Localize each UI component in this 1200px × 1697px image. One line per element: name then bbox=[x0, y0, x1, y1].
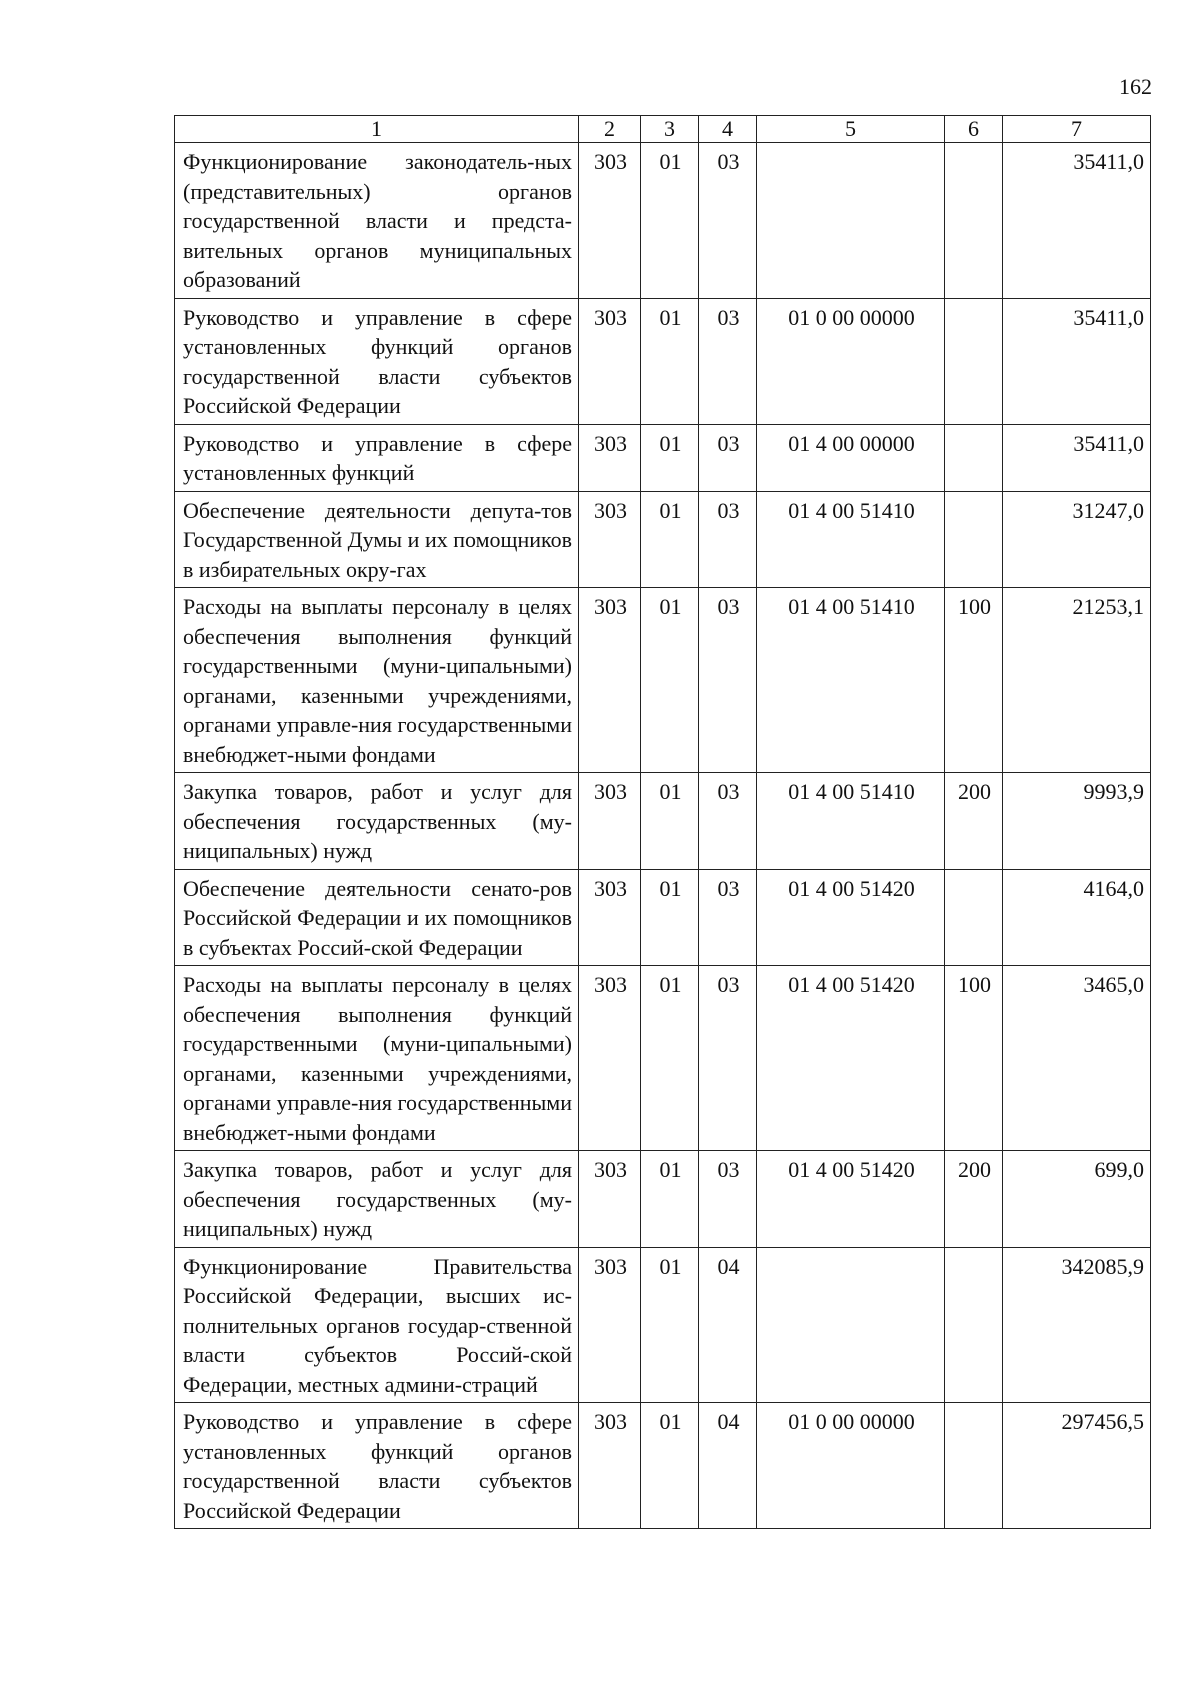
section-code-cell: 01 bbox=[641, 966, 699, 1151]
row-name-cell: Руководство и управление в сфере установленных функций органов государственной власти субъектов Российской Федерации bbox=[175, 1403, 579, 1529]
expense-type-cell bbox=[945, 1403, 1003, 1529]
amount-cell: 4164,0 bbox=[1003, 869, 1151, 966]
expense-type-cell: 200 bbox=[945, 773, 1003, 870]
table-row bbox=[175, 143, 1151, 299]
column-header-4: 4 bbox=[699, 116, 757, 143]
table-row bbox=[175, 773, 1151, 870]
amount-cell: 3465,0 bbox=[1003, 966, 1151, 1151]
amount-cell: 35411,0 bbox=[1003, 424, 1151, 491]
header-row bbox=[175, 116, 1151, 143]
section-code-cell: 01 bbox=[641, 1403, 699, 1529]
column-header-6: 6 bbox=[945, 116, 1003, 143]
amount-cell: 297456,5 bbox=[1003, 1403, 1151, 1529]
expense-type-cell bbox=[945, 491, 1003, 588]
amount-cell: 35411,0 bbox=[1003, 298, 1151, 424]
expense-type-cell bbox=[945, 424, 1003, 491]
ved-code-cell: 303 bbox=[579, 773, 641, 870]
subsection-code-cell: 03 bbox=[699, 966, 757, 1151]
expense-type-cell: 100 bbox=[945, 966, 1003, 1151]
ved-code-cell: 303 bbox=[579, 1247, 641, 1403]
table-row bbox=[175, 1403, 1151, 1529]
amount-cell: 35411,0 bbox=[1003, 143, 1151, 299]
ved-code-cell: 303 bbox=[579, 143, 641, 299]
table-row bbox=[175, 424, 1151, 491]
expense-type-cell bbox=[945, 143, 1003, 299]
subsection-code-cell: 03 bbox=[699, 491, 757, 588]
row-name-cell: Функционирование законодатель-ных (представительных) органов государственной власти и предста-вительных органов муниципальных образований bbox=[175, 143, 579, 299]
table-row bbox=[175, 966, 1151, 1151]
row-name-cell: Руководство и управление в сфере установленных функций bbox=[175, 424, 579, 491]
ved-code-cell: 303 bbox=[579, 966, 641, 1151]
section-code-cell: 01 bbox=[641, 1247, 699, 1403]
section-code-cell: 01 bbox=[641, 869, 699, 966]
page-number: 162 bbox=[1119, 74, 1152, 99]
section-code-cell: 01 bbox=[641, 588, 699, 773]
row-name-cell: Закупка товаров, работ и услуг для обеспечения государственных (му-ниципальных) нужд bbox=[175, 1151, 579, 1248]
expense-type-cell bbox=[945, 869, 1003, 966]
row-name-cell: Расходы на выплаты персоналу в целях обеспечения выполнения функций государственными (муни-ципальными) органами, казенными учреждениями, органами управле-ния государственными внебюджет-ными фондами bbox=[175, 966, 579, 1151]
table-row bbox=[175, 491, 1151, 588]
target-article-cell bbox=[757, 1247, 945, 1403]
subsection-code-cell: 04 bbox=[699, 1247, 757, 1403]
section-code-cell: 01 bbox=[641, 773, 699, 870]
expense-type-cell bbox=[945, 1247, 1003, 1403]
expense-type-cell: 100 bbox=[945, 588, 1003, 773]
ved-code-cell: 303 bbox=[579, 424, 641, 491]
amount-cell: 31247,0 bbox=[1003, 491, 1151, 588]
subsection-code-cell: 03 bbox=[699, 773, 757, 870]
column-header-3: 3 bbox=[641, 116, 699, 143]
row-name-cell: Обеспечение деятельности депута-тов Государственной Думы и их помощников в избирательных окру-гах bbox=[175, 491, 579, 588]
column-header-5: 5 bbox=[757, 116, 945, 143]
target-article-cell: 01 4 00 51420 bbox=[757, 869, 945, 966]
subsection-code-cell: 03 bbox=[699, 143, 757, 299]
row-name-cell: Расходы на выплаты персоналу в целях обеспечения выполнения функций государственными (муни-ципальными) органами, казенными учреждениями, органами управле-ния государственными внебюджет-ными фондами bbox=[175, 588, 579, 773]
row-name-cell: Функционирование Правительства Российской Федерации, высших ис-полнительных органов государ-ственной власти субъектов Россий-ской Федерации, местных админи-страций bbox=[175, 1247, 579, 1403]
table-row bbox=[175, 1247, 1151, 1403]
section-code-cell: 01 bbox=[641, 424, 699, 491]
target-article-cell: 01 0 00 00000 bbox=[757, 298, 945, 424]
ved-code-cell: 303 bbox=[579, 1151, 641, 1248]
target-article-cell: 01 0 00 00000 bbox=[757, 1403, 945, 1529]
ved-code-cell: 303 bbox=[579, 1403, 641, 1529]
ved-code-cell: 303 bbox=[579, 588, 641, 773]
ved-code-cell: 303 bbox=[579, 298, 641, 424]
section-code-cell: 01 bbox=[641, 1151, 699, 1248]
target-article-cell: 01 4 00 51420 bbox=[757, 1151, 945, 1248]
target-article-cell: 01 4 00 51420 bbox=[757, 966, 945, 1151]
table-row bbox=[175, 869, 1151, 966]
section-code-cell: 01 bbox=[641, 143, 699, 299]
table-row bbox=[175, 588, 1151, 773]
subsection-code-cell: 03 bbox=[699, 588, 757, 773]
column-header-1: 1 bbox=[175, 116, 579, 143]
column-header-7: 7 bbox=[1003, 116, 1151, 143]
target-article-cell bbox=[757, 143, 945, 299]
target-article-cell: 01 4 00 51410 bbox=[757, 773, 945, 870]
target-article-cell: 01 4 00 00000 bbox=[757, 424, 945, 491]
amount-cell: 342085,9 bbox=[1003, 1247, 1151, 1403]
expense-type-cell bbox=[945, 298, 1003, 424]
amount-cell: 699,0 bbox=[1003, 1151, 1151, 1248]
subsection-code-cell: 03 bbox=[699, 869, 757, 966]
section-code-cell: 01 bbox=[641, 491, 699, 588]
column-header-2: 2 bbox=[579, 116, 641, 143]
table-row bbox=[175, 298, 1151, 424]
subsection-code-cell: 03 bbox=[699, 1151, 757, 1248]
table-row bbox=[175, 1151, 1151, 1248]
expense-type-cell: 200 bbox=[945, 1151, 1003, 1248]
ved-code-cell: 303 bbox=[579, 491, 641, 588]
subsection-code-cell: 03 bbox=[699, 298, 757, 424]
ved-code-cell: 303 bbox=[579, 869, 641, 966]
target-article-cell: 01 4 00 51410 bbox=[757, 491, 945, 588]
section-code-cell: 01 bbox=[641, 298, 699, 424]
row-name-cell: Закупка товаров, работ и услуг для обеспечения государственных (му-ниципальных) нужд bbox=[175, 773, 579, 870]
target-article-cell: 01 4 00 51410 bbox=[757, 588, 945, 773]
budget-table bbox=[174, 115, 1151, 1529]
row-name-cell: Обеспечение деятельности сенато-ров Российской Федерации и их помощников в субъектах Россий-ской Федерации bbox=[175, 869, 579, 966]
row-name-cell: Руководство и управление в сфере установленных функций органов государственной власти субъектов Российской Федерации bbox=[175, 298, 579, 424]
subsection-code-cell: 03 bbox=[699, 424, 757, 491]
amount-cell: 9993,9 bbox=[1003, 773, 1151, 870]
amount-cell: 21253,1 bbox=[1003, 588, 1151, 773]
table-body bbox=[175, 116, 1151, 1529]
subsection-code-cell: 04 bbox=[699, 1403, 757, 1529]
